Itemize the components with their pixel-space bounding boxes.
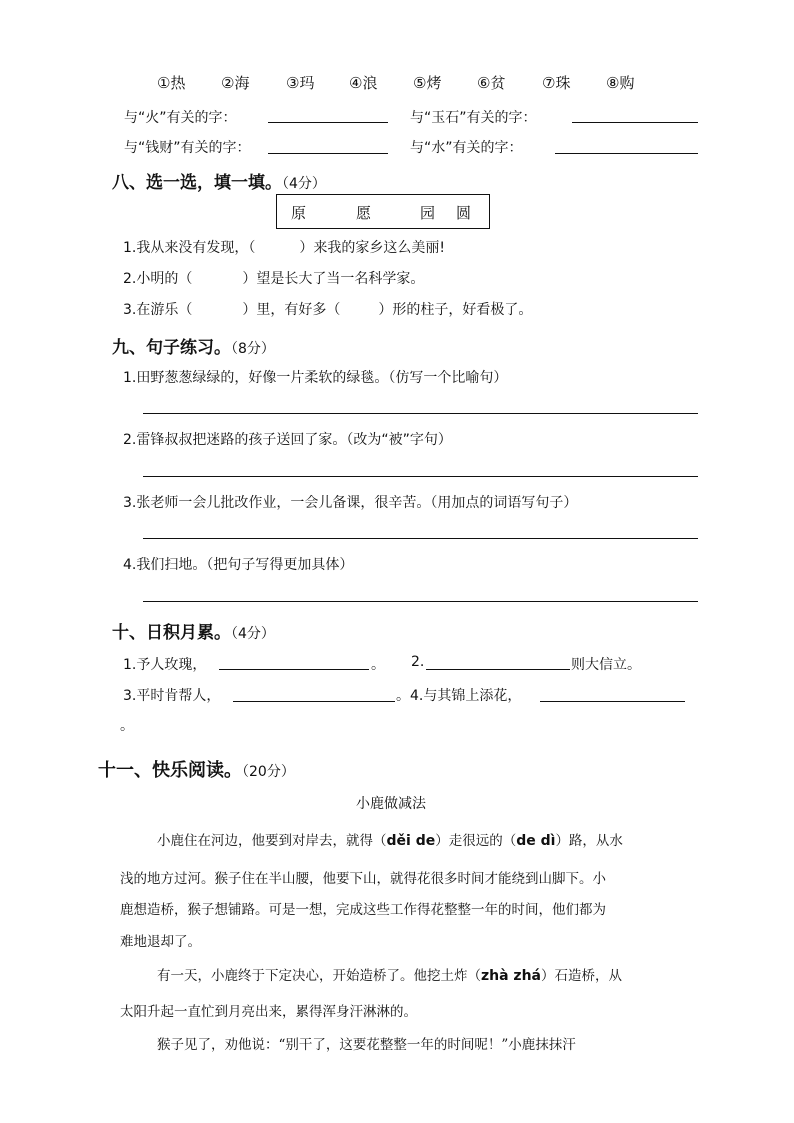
s10-q2-blank[interactable] — [426, 669, 570, 670]
s9-answer-line-1[interactable] — [143, 413, 698, 414]
s9-answer-line-2[interactable] — [143, 476, 698, 477]
section-11-points: （20分） — [242, 764, 295, 780]
choice-1: 原 — [291, 204, 307, 222]
jade-chars-label: 与“玉石”有关的字： — [410, 110, 537, 126]
option-1: ①热 — [157, 74, 186, 92]
section-10-title: 十、日积月累。 — [112, 623, 231, 643]
section-9-points: （8分） — [231, 341, 275, 357]
pinyin-de-di: de dì — [516, 833, 556, 849]
s10-q2-label: 2. — [411, 654, 425, 670]
section-10-heading — [112, 618, 275, 643]
s8-question-1: 1.我从来没有发现，（ ）来我的家乡这么美丽! — [123, 240, 445, 256]
story-p1-line-3: 鹿想造桥，猴子想铺路。可是一想，完成这些工作得花整整一年的时间，他们都为 — [120, 902, 606, 918]
s9-answer-line-3[interactable] — [143, 538, 698, 539]
section-11-heading — [98, 756, 295, 782]
option-7: ⑦珠 — [542, 74, 571, 92]
story-p1-line-2: 浅的地方过河。猴子住在半山腰，他要下山，就得花很多时间才能绕到山脚下。小 — [120, 871, 606, 887]
s10-q3-blank[interactable] — [233, 701, 395, 702]
choice-4: 圆 — [456, 204, 472, 222]
pinyin-dei-de: děi de — [386, 833, 436, 849]
fire-chars-blank[interactable] — [268, 122, 388, 123]
s10-q3-end: 。 — [396, 688, 410, 704]
pinyin-zha: zhà zhá — [481, 968, 541, 984]
s9-answer-line-4[interactable] — [143, 601, 698, 602]
s8-question-3: 3.在游乐（ ）里，有好多（ ）形的柱子，好看极了。 — [123, 302, 533, 318]
s10-q3-label: 3.平时肯帮人， — [123, 688, 221, 704]
option-4: ④浪 — [349, 74, 378, 92]
option-8: ⑧购 — [606, 74, 635, 92]
story-p1-line-4: 难地退却了。 — [120, 934, 201, 950]
section-10-points: （4分） — [231, 626, 275, 642]
water-chars-blank[interactable] — [555, 153, 698, 154]
story-title: 小鹿做减法 — [356, 796, 426, 812]
story-p1-line-1: 小鹿住在河边，他要到对岸去，就得（děi de）走很远的（de dì）路，从水 — [157, 833, 623, 849]
section-9-heading — [112, 333, 275, 358]
story-p2-line-2: 太阳升起一直忙到月亮出来，累得浑身汗淋淋的。 — [120, 1004, 417, 1020]
section-9-title: 九、句子练习。 — [112, 338, 231, 358]
section-8-heading — [112, 168, 326, 193]
water-chars-label: 与“水”有关的字： — [410, 140, 523, 156]
choice-2: 愿 — [356, 204, 372, 222]
s9-question-3: 3.张老师一会儿批改作业，一会儿备课，很辛苦。（用加点的词语写句子） — [123, 495, 578, 511]
s9-question-1: 1.田野葱葱绿绿的，好像一片柔软的绿毯。（仿写一个比喻句） — [123, 370, 508, 386]
option-3: ③玛 — [286, 74, 315, 92]
jade-chars-blank[interactable] — [572, 122, 698, 123]
fire-chars-label: 与“火”有关的字： — [124, 110, 237, 126]
s8-question-2: 2.小明的（ ）望是长大了当一名科学家。 — [123, 271, 425, 287]
money-chars-label: 与“钱财”有关的字： — [124, 140, 251, 156]
section-8-points: （4分） — [282, 176, 326, 192]
story-p2-line-1: 有一天，小鹿终于下定决心，开始造桥了。他挖土炸（zhà zhá）石造桥，从 — [157, 968, 622, 984]
s10-q1-end: 。 — [371, 657, 385, 673]
s10-q4-blank[interactable] — [540, 701, 685, 702]
s10-q2-end: 则大信立。 — [571, 657, 641, 673]
s9-question-4: 4.我们扫地。（把句子写得更加具体） — [123, 557, 354, 573]
option-5: ⑤烤 — [413, 74, 442, 92]
s9-question-2: 2.雷锋叔叔把迷路的孩子送回了家。（改为“被”字句） — [123, 432, 452, 448]
option-6: ⑥贫 — [477, 74, 506, 92]
s10-q1-blank[interactable] — [219, 669, 369, 670]
option-2: ②海 — [221, 74, 250, 92]
s10-q4-end: 。 — [120, 718, 134, 734]
section-11-title: 十一、快乐阅读。 — [98, 760, 242, 781]
money-chars-blank[interactable] — [268, 153, 388, 154]
s10-q1-label: 1.予人玫瑰， — [123, 657, 207, 673]
choice-3: 园 — [420, 204, 436, 222]
section-8-title: 八、选一选，填一填。 — [112, 173, 282, 193]
story-p3-line-1: 猴子见了，劝他说：“别干了，这要花整整一年的时间呢！”小鹿抹抹汗 — [157, 1037, 576, 1053]
s10-q4-label: 4.与其锦上添花， — [410, 688, 522, 704]
